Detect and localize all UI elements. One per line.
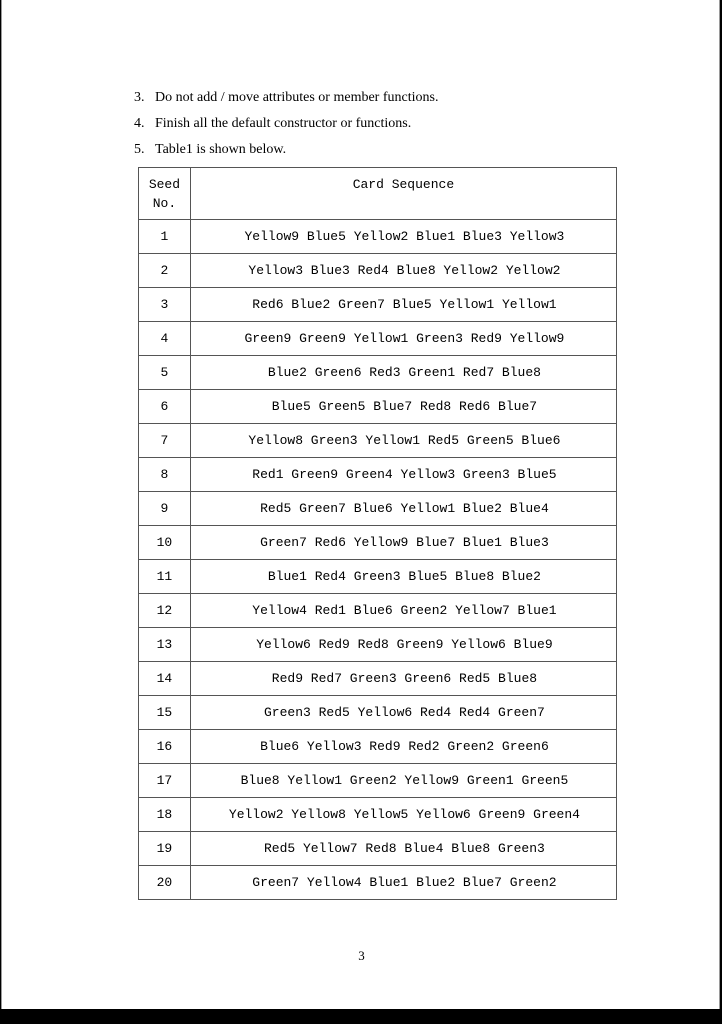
card-sequence-text: Green9 Green9 Yellow1 Green3 Red9 Yellow9 bbox=[244, 331, 565, 346]
card-sequence-text: Green7 Yellow4 Blue1 Blue2 Blue7 Green2 bbox=[252, 875, 557, 890]
seed-number-cell: 1 bbox=[139, 220, 191, 254]
card-sequence-text: Blue6 Yellow3 Red9 Red2 Green2 Green6 bbox=[260, 739, 549, 754]
card-sequence-cell bbox=[190, 526, 616, 560]
instruction-item bbox=[134, 141, 438, 167]
seed-no-header bbox=[139, 168, 191, 220]
card-sequence-cell bbox=[190, 560, 616, 594]
card-sequence-cell bbox=[190, 288, 616, 322]
seed-number-cell: 12 bbox=[139, 594, 191, 628]
seed-number-cell: 17 bbox=[139, 764, 191, 798]
table-row bbox=[139, 696, 617, 730]
card-sequence-cell bbox=[190, 322, 616, 356]
seed-header-line2: No. bbox=[152, 196, 177, 211]
instruction-number: 4. bbox=[134, 116, 145, 131]
instruction-text: Table1 is shown below. bbox=[155, 142, 287, 157]
card-sequence-cell bbox=[190, 594, 616, 628]
card-sequence-cell bbox=[190, 356, 616, 390]
card-sequence-cell bbox=[190, 492, 616, 526]
seed-number-cell: 13 bbox=[139, 628, 191, 662]
seed-number-cell: 16 bbox=[139, 730, 191, 764]
card-sequence-text: Yellow8 Green3 Yellow1 Red5 Green5 Blue6 bbox=[248, 433, 561, 448]
card-sequence-cell bbox=[190, 458, 616, 492]
seed-number-cell: 8 bbox=[139, 458, 191, 492]
card-sequence-text: Yellow2 Yellow8 Yellow5 Yellow6 Green9 Green4 bbox=[228, 807, 580, 822]
instruction-number: 5. bbox=[134, 142, 145, 157]
table-row bbox=[139, 458, 617, 492]
seed-number-cell: 11 bbox=[139, 560, 191, 594]
card-sequence-text: Red1 Green9 Green4 Yellow3 Green3 Blue5 bbox=[252, 467, 557, 482]
card-sequence-cell bbox=[190, 254, 616, 288]
table-body bbox=[139, 220, 617, 900]
table-row bbox=[139, 424, 617, 458]
card-sequence-text: Yellow3 Blue3 Red4 Blue8 Yellow2 Yellow2 bbox=[248, 263, 561, 278]
page-number: 3 bbox=[358, 948, 365, 963]
seed-number-cell: 15 bbox=[139, 696, 191, 730]
instruction-text: Do not add / move attributes or member functions. bbox=[155, 90, 439, 105]
seed-number-cell: 4 bbox=[139, 322, 191, 356]
table-row bbox=[139, 662, 617, 696]
card-sequence-text: Green7 Red6 Yellow9 Blue7 Blue1 Blue3 bbox=[260, 535, 549, 550]
seed-number-cell: 19 bbox=[139, 832, 191, 866]
table-row bbox=[139, 594, 617, 628]
seed-number-cell: 20 bbox=[139, 866, 191, 900]
card-sequence-text: Blue8 Yellow1 Green2 Yellow9 Green1 Green5 bbox=[240, 773, 569, 788]
table-row bbox=[139, 628, 617, 662]
table-row bbox=[139, 390, 617, 424]
card-sequence-text: Red5 Yellow7 Red8 Blue4 Blue8 Green3 bbox=[263, 841, 545, 856]
card-sequence-cell bbox=[190, 628, 616, 662]
document-page bbox=[1, 0, 720, 1009]
card-sequence-cell bbox=[190, 798, 616, 832]
table-row bbox=[139, 764, 617, 798]
card-sequence-cell bbox=[190, 764, 616, 798]
card-sequence-cell bbox=[190, 696, 616, 730]
card-sequence-cell bbox=[190, 424, 616, 458]
card-sequence-cell bbox=[190, 662, 616, 696]
card-sequence-text: Red9 Red7 Green3 Green6 Red5 Blue8 bbox=[271, 671, 538, 686]
table-row bbox=[139, 220, 617, 254]
card-sequence-cell bbox=[190, 730, 616, 764]
table-row bbox=[139, 798, 617, 832]
instruction-item bbox=[134, 89, 438, 115]
seed-number-cell: 18 bbox=[139, 798, 191, 832]
card-sequence-text: Blue5 Green5 Blue7 Red8 Red6 Blue7 bbox=[271, 399, 538, 414]
card-sequence-text: Yellow6 Red9 Red8 Green9 Yellow6 Blue9 bbox=[256, 637, 553, 652]
card-sequence-text: Yellow4 Red1 Blue6 Green2 Yellow7 Blue1 bbox=[252, 603, 557, 618]
card-sequence-text: Red6 Blue2 Green7 Blue5 Yellow1 Yellow1 bbox=[252, 297, 557, 312]
card-sequence-cell bbox=[190, 832, 616, 866]
card-sequence-text: Blue2 Green6 Red3 Green1 Red7 Blue8 bbox=[267, 365, 541, 380]
instruction-number: 3. bbox=[134, 90, 145, 105]
seed-number-cell: 14 bbox=[139, 662, 191, 696]
card-sequence-text: Red5 Green7 Blue6 Yellow1 Blue2 Blue4 bbox=[260, 501, 549, 516]
card-sequence-text: Green3 Red5 Yellow6 Red4 Red4 Green7 bbox=[263, 705, 545, 720]
card-sequence-cell bbox=[190, 220, 616, 254]
table-row bbox=[139, 560, 617, 594]
table-row bbox=[139, 356, 617, 390]
seed-number-cell: 10 bbox=[139, 526, 191, 560]
table-row bbox=[139, 492, 617, 526]
instruction-text: Finish all the default constructor or functions. bbox=[155, 116, 412, 131]
seed-number-cell: 6 bbox=[139, 390, 191, 424]
table-row bbox=[139, 254, 617, 288]
seed-number-cell: 7 bbox=[139, 424, 191, 458]
card-sequence-table bbox=[138, 167, 617, 900]
seed-number-cell: 5 bbox=[139, 356, 191, 390]
table-row bbox=[139, 730, 617, 764]
card-sequence-header: Card Sequence bbox=[190, 168, 616, 220]
table-row bbox=[139, 866, 617, 900]
card-sequence-text: Yellow9 Blue5 Yellow2 Blue1 Blue3 Yellow3 bbox=[244, 229, 565, 244]
seed-number-cell: 3 bbox=[139, 288, 191, 322]
card-sequence-text: Blue1 Red4 Green3 Blue5 Blue8 Blue2 bbox=[267, 569, 541, 584]
seed-number-cell: 9 bbox=[139, 492, 191, 526]
table-row bbox=[139, 832, 617, 866]
instruction-list bbox=[134, 89, 438, 167]
table-row bbox=[139, 526, 617, 560]
seed-number-cell: 2 bbox=[139, 254, 191, 288]
instruction-item bbox=[134, 115, 438, 141]
seed-header-line1: Seed bbox=[148, 177, 181, 192]
table-row bbox=[139, 322, 617, 356]
card-sequence-cell bbox=[190, 390, 616, 424]
table-row bbox=[139, 288, 617, 322]
table-header-row bbox=[139, 168, 617, 220]
card-sequence-cell bbox=[190, 866, 616, 900]
